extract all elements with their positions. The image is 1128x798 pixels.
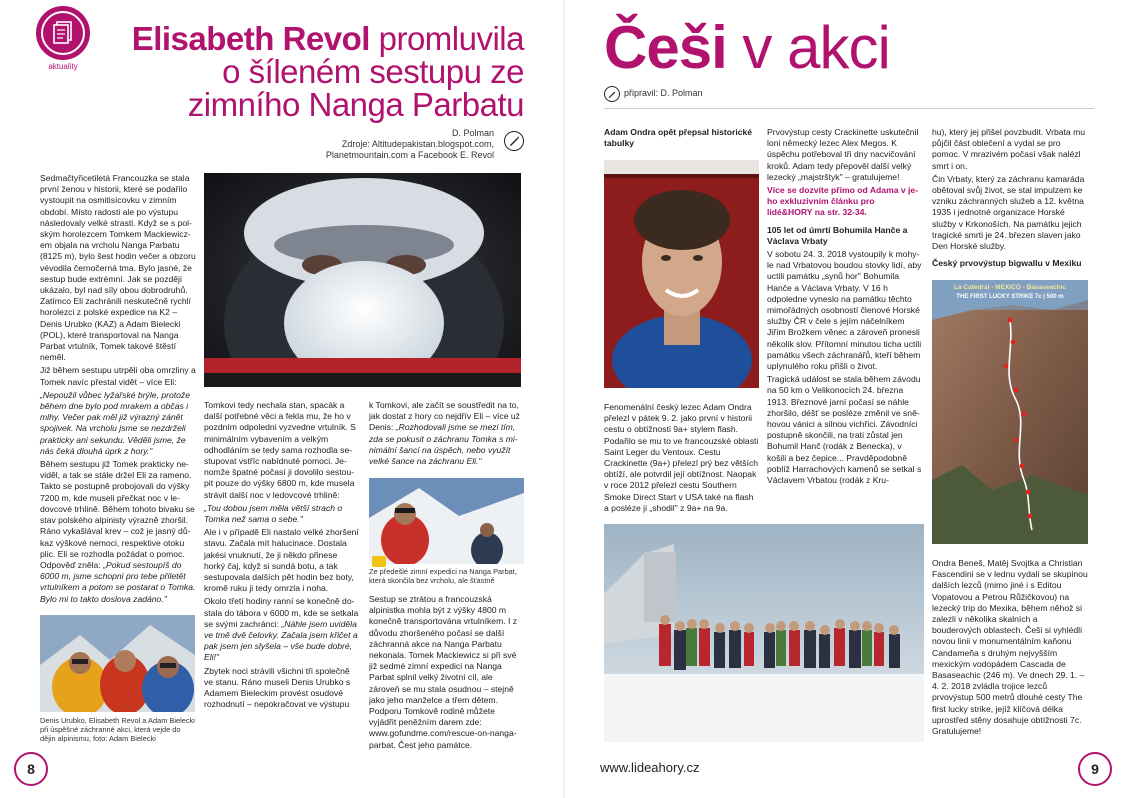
pen-nib-icon xyxy=(604,86,620,102)
title-rest: promluvila xyxy=(369,20,524,57)
frozen-face-photo xyxy=(204,173,521,387)
section-badge xyxy=(34,6,92,74)
article-title xyxy=(132,22,524,121)
quote: „Nepoužil vůbec lyžařské brýle, protože během dne bylo pod mrakem a občas i mlhy. Večer pak měl již výrazný zánět spojivek. Na vrcholu jsme se nezdrželi prakticky ani sekundu. Věděli jsme, že nás čeká dlouhá úprk z hory." xyxy=(40,389,190,456)
paragraph: hu), který jej přišel povzbudit. Vrbata mu půjčil část oblečení a vydal se pro pomoc. V mrazivém počasí však nalézl smrt i on. xyxy=(932,127,1086,171)
paragraph: Okolo třetí hodiny ranní se konečně dostala do tábora v 6000 m, kde se setkala se svými zachránci: xyxy=(204,596,359,629)
paragraph: Sedmačtyřicetiletá Francouzka se stala první ženou v historii, které se podařilo vystoupit na osmitisícovku v zimním období. Místo radosti ale po výstupu následovaly velké strasti. Když se s polským horolezcem Tomkem Mackiewiczem objala na vrcholu Nanga Parbatu (8125 m), bylo šest hodin večer a obzoru vévodila černočerná tma. Bylo jasné, že sestup bude extrémní. Jak se později ukázalo, byl nad síly obou dobrodruhů. Zatímco Eli zachránili neskutečně rychlí horolezci z polské expedice na K2 – Denis Urubko (KAZ) a Adam Bielecki (POL), které transportoval na Nanga Parbat vrtulník, Tomek takové štěstí neměl. xyxy=(40,173,196,363)
title-rest: v akci xyxy=(726,14,890,81)
page-title-right xyxy=(604,16,890,80)
quote: „Tou dobou jsem měla větší strach o Tomka než sama o sebe." xyxy=(204,502,343,525)
expedition-photo xyxy=(369,478,524,564)
right-column-a-heading: Adam Ondra opět přepsal historické tabulky xyxy=(604,127,753,149)
section-heading: Český prvovýstup bigwallu v Mexiku xyxy=(932,258,1082,269)
title-bold: Češi xyxy=(604,14,727,81)
promo-text: Více se dozvíte přímo od Adama v jeho exkluzivním článku pro lidé&HORY na str. 32-34. xyxy=(767,185,919,218)
paragraph: Sestup se ztrátou a francouzská alpinistka mohla být z výšky 4800 m konečně transportována vrtulníkem. I z důvodu zhoršeného počasí se další záchranná akce na Nanga Parbatu nekonala. Tomek Mackiewicz si při své již sedmé zimní expedici na Nanga Parbat splnil velký životní cíl, ale zároveň se mu stala osudnou – stejně jako jeho manželce a třem dětem. Podporu Tomkově rodině můžete vyjádřit peněžním darem zde: www.gofundme.com/rescue-on-nanga-parbat. Čest jeho památce. xyxy=(369,594,518,750)
paragraph: Během sestupu již Tomek prakticky neviděl, a tak se stále držel Eli za rameno. Takto se postupně probojovali do výšky 7200 m, kde museli přečkat noc v ledovcové trhlině. Během tohoto bivaku se stav polského alpinisty výrazně zhoršil. Ráno vykašlával krev – což je jasný důkaz výškové nemoci, respektive otoku plic. Eli se rozhodla požádat o pomoc. Odpověď zněla: xyxy=(40,459,195,570)
right-column-c2 xyxy=(932,558,1088,739)
right-column-b xyxy=(767,127,922,488)
source-line-2: Planetmountain.com a Facebook E. Revol xyxy=(325,150,494,160)
footer-url[interactable]: www.lideahory.cz xyxy=(600,760,700,775)
title-line-3: zimního Nanga Parbatu xyxy=(187,86,524,123)
photo-caption: Ze předešlé zimní expedici na Nanga Parbat, která skončila bez vrcholu, ale šťastně xyxy=(369,567,517,586)
section-heading: 105 let od úmrtí Bohumila Hanče a Václava Vrbaty xyxy=(767,224,908,246)
paragraph: Fenomenální český lezec Adam Ondra přelezl v pátek 9. 2. jako první v historii cestu o obtížnosti 9a+ stylem flash. Podařilo se mu to ve francouzské oblasti Saint Leger du Ventoux. Cestu Crackinette (9a+) přelezl prý bez větších obtíží, ale potvrdil její obtížnost. Naopak v roce 2012 přelezl cestu Southern Smoke Direct Start v USA také na flash a posléze ji „shodil" z 9a+ na 9a. xyxy=(604,402,759,513)
byline xyxy=(326,128,494,161)
paragraph: Tragická událost se stala během závodu na 50 km o Velikonocích 24. března 1913. Březnové jarní počasí se náhle zhoršilo, déšť se posléze změnil ve sněhovou vánici a silnou vichřici. Závodníci postupně skončili, na trati zůstal jen Bohumil Hanč (rodák z Benecka), v košili a bez čepice... Pravděpodobně poblíž Harrachových kamenů se setkal s Václavem Vrbatou (rodák z Kru- xyxy=(767,374,922,486)
section-label: aktuality xyxy=(48,62,78,71)
mountain-rescue-group-photo xyxy=(604,524,924,742)
adam-ondra-portrait xyxy=(604,160,759,388)
topo-title: La Catedral - MEXICO - Basaseachic xyxy=(954,284,1066,291)
prepared-by: připravil: D. Polman xyxy=(624,88,703,98)
topo-subtitle: THE FIRST LUCKY STRIKE 7c | 500 m xyxy=(956,294,1064,300)
quote: „Rozhodovali jsme se mezi tím, zda se pokusit o záchranu Tomka s minimální šancí na úspěch, nebo využít velké šance na záchranu Eli." xyxy=(369,422,518,467)
left-column-3b xyxy=(369,594,524,753)
quote: „Náhle jsem uviděla ve tmě dvě čelovky. Začala jsem křičet a pak jsem jen slyšela – vše bude dobré, Eli!" xyxy=(204,618,358,663)
paragraph: Již během sestupu utrpěli oba omrzliny a Tomek navíc přestal vidět – více Eli: xyxy=(40,365,196,387)
paragraph: Ale i v případě Eli nastalo velké zhoršení stavu. Začala mít halucinace. Dostala jakési vnuknutí, že ji někdo přinese horký čaj, když si sundá botu, a tak sestupovala dalších pět hodin bez boty, kromě ruku ji tedy omrzla i noha. xyxy=(204,527,359,594)
quote: „Pokud sestoupíš do 6000 m, jsme schopni pro tebe přiletět vrtulníkem a potom se postarat o Tomka. Bylo mi to takto doslova zadáno." xyxy=(40,559,196,604)
paragraph: Čin Vrbaty, který za záchranu kamaráda obětoval svůj život, se stal impulzem ke vzniku záchranných služeb a 12. května 1935 i jednotné organizace Horské služby v Krkonoších. Na památku jejich tragické smrti je 24. březen slaven jako Den Horské služby. xyxy=(932,173,1085,252)
page-number-left: 8 xyxy=(14,752,48,786)
document-stack-icon xyxy=(36,6,90,60)
left-column-1 xyxy=(40,173,198,607)
title-line-2: o šíleném sestupu ze xyxy=(222,53,524,90)
left-column-2 xyxy=(204,400,359,712)
title-name: Elisabeth Revol xyxy=(131,20,370,57)
divider xyxy=(604,108,1094,109)
pen-nib-icon xyxy=(504,131,524,151)
paragraph: k Tomkovi, ale začít se soustředit na to, jak dostat z hory co nejdřív Eli – více už Denis: xyxy=(369,400,520,433)
source-line-1: Zdroje: Altitudepakistan.blogspot.com, xyxy=(341,139,494,149)
author: D. Polman xyxy=(451,128,494,138)
paragraph: V sobotu 24. 3. 2018 vystoupily k mohyle nad Vrbatovou boudou stovky lidí, aby uctili památku „synů hor" Bohumila Hanče a Václava Vrbaty. V 16 h odpoledne vyneslo na památku těchto mimořádných osobností členové Horské služby ČR v čele s jejím náčelníkem Jiřím Brožkem věnec a zároveň pronesli několik slov. Přítomní minutou ticha uctili památku všech záchranářů, kteří během uplynulého roku přišli o život. xyxy=(767,249,922,372)
paragraph: Prvovýstup cesty Crackinette uskutečnil loni německý lezec Alex Megos. K úspěchu potřeboval tři dny nacvičování kroků. Adam tedy přepověl další velký lezecký „majstrštyk" – gratulujeme! xyxy=(767,127,919,182)
right-column-c xyxy=(932,127,1088,271)
speech-bubble-icon xyxy=(372,556,386,567)
paragraph: Tomkovi tedy nechala stan, spacák a další potřebné věci a fekla mu, že ho v pozdním odpoledni vyzvedne vrtulník. S minimálním vybavením a velkým odhodláním se tedy sama rozhodla sestupovat vstříc nabídnuté pomoci. Jenomže špatné počasí ji dovolilo sestoupit pouze do výšky 6800 m, kde musela strávit další noc v ledovcové trhlině: xyxy=(204,400,356,500)
photo-caption: Denis Urubko, Elisabeth Revol a Adam Bielecki při úspěšné záchranné akci, která vejde do dějin alpinismu, foto: Adam Bielecki xyxy=(40,716,195,744)
page-spine xyxy=(563,0,565,798)
paragraph: Ondra Beneš, Matěj Svojtka a Christian Fascendini se v lednu vydali se skupinou dalších lezců (mimo jiné i s Editou Vopatovou a Petrou Růžičkovou) na lezecký trip do Mexika, během něhož si zalezli v několika skalních a bouderových oblastech. Češi si vyhlédli novou linii v monumentálním kaňonu Candameña s druhým nejvyšším mexickým vodopádem Cascada de Basaseachic (246 m). Ve dnech 29. 1. – 4. 2. 2018 zvládla trojice lezců prvovýstup 500 metrů dlouhé cesty The first lucky strike, jejíž klíčová délka uprostřed stěny dosahuje obtížnosti 7c. Gratulujeme! xyxy=(932,558,1088,737)
page-number-right: 9 xyxy=(1078,752,1112,786)
rescue-group-photo xyxy=(40,615,195,712)
left-column-3 xyxy=(369,400,524,469)
topo-cliff-photo xyxy=(932,280,1088,544)
paragraph: Zbytek noci strávili všichni tři společně ve stanu. Ráno museli Denis Urubko s Adamem Bieleckim provést osudové rozhodnutí – nepokračovat ve výstupu xyxy=(204,665,351,710)
right-column-a xyxy=(604,402,759,516)
